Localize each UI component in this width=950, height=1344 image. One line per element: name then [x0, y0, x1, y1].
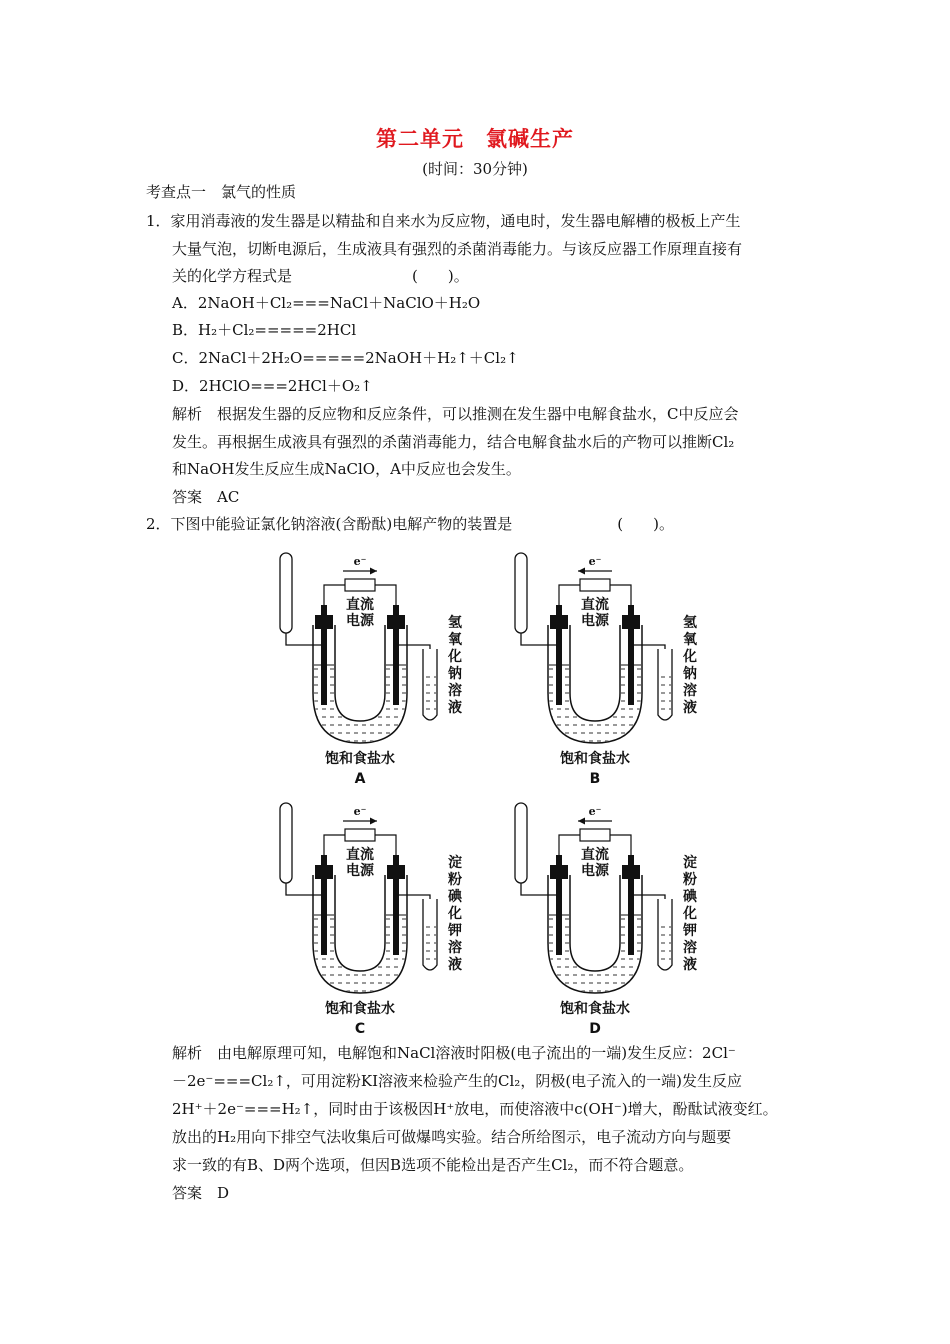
- test-tube-liquid: [659, 673, 671, 715]
- wire-left: [559, 585, 580, 607]
- wire-left: [559, 835, 580, 857]
- q1-stem-line1: 1．家用消毒液的发生器是以精盐和自来水为反应物，通电时，发生器电解槽的极板上产生: [146, 212, 741, 230]
- electrode-right: [628, 855, 634, 955]
- reagent-label-char: 钠: [683, 666, 697, 682]
- q2-analysis-line2: －2e⁻===Cl₂↑，可用淀粉KI溶液来检验产生的Cl₂，阴极(电子流入的一端)发生反应: [172, 1072, 743, 1090]
- electron-label: e⁻: [353, 555, 367, 568]
- electron-label: e⁻: [353, 805, 367, 818]
- bottom-label: 饱和食盐水: [325, 1001, 395, 1017]
- reagent-label-char: 钾: [448, 923, 462, 939]
- apparatus-panel-c: [280, 803, 463, 1035]
- reagent-label-char: 化: [683, 906, 697, 922]
- reagent-label-char: 氧: [683, 632, 697, 648]
- q1-analysis-line2: 发生。再根据生成液具有强烈的杀菌消毒能力，结合电解食盐水后的产物可以推断Cl₂: [172, 433, 735, 451]
- power-label-2: 电源: [346, 613, 374, 629]
- power-label-1: 直流: [346, 847, 374, 863]
- bottom-label: 饱和食盐水: [560, 751, 630, 767]
- salt-water-liquid: [549, 665, 641, 742]
- delivery-tube-left: [286, 883, 325, 895]
- power-label-1: 直流: [581, 847, 609, 863]
- power-supply-box: [345, 829, 375, 841]
- reagent-label-char: 钠: [448, 666, 462, 682]
- gas-collection-tube: [515, 803, 527, 883]
- q1-option-b: B．H₂＋Cl₂=====2HCl: [172, 321, 357, 339]
- reagent-label-char: 溶: [448, 683, 462, 699]
- test-tube-liquid: [424, 673, 436, 715]
- power-label-2: 电源: [346, 863, 374, 879]
- panel-letter: A: [354, 771, 366, 787]
- salt-water-liquid: [314, 915, 406, 992]
- electrode-left: [321, 855, 327, 955]
- reagent-label-char: 溶: [448, 940, 462, 956]
- bottom-label: 饱和食盐水: [560, 1001, 630, 1017]
- power-supply-box: [345, 579, 375, 591]
- panel-letter: D: [589, 1021, 601, 1035]
- q2-analysis-line3: 2H⁺＋2e⁻===H₂↑，同时由于该极因H⁺放电，而使溶液中c(OH⁻)增大，酚酞试液变红。: [172, 1100, 778, 1118]
- q1-analysis-line3: 和NaOH发生反应生成NaClO，A中反应也会发生。: [172, 460, 521, 478]
- q1-stem-line2: 大量气泡，切断电源后，生成液具有强烈的杀菌消毒能力。与该反应器工作原理直接有: [172, 240, 743, 258]
- q1-answer: 答案 AC: [172, 488, 240, 506]
- reagent-label-char: 液: [448, 700, 462, 716]
- wire-left: [324, 835, 345, 857]
- delivery-tube-left: [286, 633, 325, 645]
- electrode-right: [628, 605, 634, 705]
- reagent-label-char: 化: [683, 649, 697, 665]
- reagent-label-char: 化: [448, 906, 462, 922]
- reagent-label-char: 淀: [683, 855, 697, 871]
- power-label-2: 电源: [581, 863, 609, 879]
- reagent-label-char: 溶: [683, 683, 697, 699]
- u-tube-inner: [335, 625, 385, 721]
- delivery-tube-left: [521, 883, 560, 895]
- q2-answer: 答案 D: [172, 1184, 230, 1202]
- reagent-label-char: 液: [448, 957, 462, 973]
- bottom-label: 饱和食盐水: [325, 751, 395, 767]
- salt-water-liquid: [314, 665, 406, 742]
- q1-analysis-line1: 解析 根据发生器的反应物和反应条件，可以推测在发生器中电解食盐水，C中反应会: [172, 405, 739, 423]
- electrode-right: [393, 605, 399, 705]
- gas-collection-tube: [280, 553, 292, 633]
- q1-option-c: C．2NaCl＋2H₂O=====2NaOH＋H₂↑＋Cl₂↑: [172, 349, 519, 367]
- electrode-left: [556, 855, 562, 955]
- electrolysis-figure: [265, 545, 705, 1035]
- u-tube-inner: [570, 875, 620, 971]
- wire-right: [610, 585, 631, 607]
- q1-option-a: A．2NaOH＋Cl₂===NaCl＋NaClO＋H₂O: [172, 294, 481, 312]
- power-supply-box: [580, 829, 610, 841]
- gas-collection-tube: [280, 803, 292, 883]
- u-tube-inner: [570, 625, 620, 721]
- power-label-1: 直流: [581, 597, 609, 613]
- reagent-label-char: 钾: [683, 923, 697, 939]
- reagent-label-char: 氧: [448, 632, 462, 648]
- q2-analysis-line4: 放出的H₂用向下排空气法收集后可做爆鸣实验。结合所给图示，电子流动方向与题要: [172, 1128, 732, 1146]
- q1-stem-line3: 关的化学方程式是 ( )。: [172, 267, 469, 285]
- page-title: 第二单元 氯碱生产: [376, 127, 574, 151]
- panel-letter: B: [589, 771, 601, 787]
- power-label-2: 电源: [581, 613, 609, 629]
- reagent-label-char: 碘: [448, 889, 462, 905]
- q2-analysis-line5: 求一致的有B、D两个选项，但因B选项不能检出是否产生Cl₂，而不符合题意。: [172, 1156, 694, 1174]
- reagent-label-char: 碘: [683, 889, 697, 905]
- wire-right: [375, 585, 396, 607]
- reagent-label-char: 溶: [683, 940, 697, 956]
- q2-analysis-line1: 解析 由电解原理可知，电解饱和NaCl溶液时阳极(电子流出的一端)发生反应：2Cl⁻: [172, 1044, 736, 1062]
- q1-option-d: D．2HClO===2HCl＋O₂↑: [172, 377, 373, 395]
- u-tube-inner: [335, 875, 385, 971]
- reagent-label-char: 氢: [683, 615, 697, 631]
- reagent-label-char: 氢: [448, 615, 462, 631]
- reagent-label-char: 淀: [448, 855, 462, 871]
- q2-stem: 2．下图中能验证氯化钠溶液(含酚酞)电解产物的装置是 ( )。: [146, 515, 674, 533]
- electron-label: e⁻: [588, 555, 602, 568]
- apparatus-panel-b: [515, 553, 698, 787]
- reagent-label-char: 化: [448, 649, 462, 665]
- electrode-right: [393, 855, 399, 955]
- panel-letter: C: [354, 1021, 366, 1035]
- reagent-label-char: 粉: [448, 872, 462, 888]
- wire-right: [375, 835, 396, 857]
- electron-label: e⁻: [588, 805, 602, 818]
- time-limit: (时间：30分钟): [422, 160, 528, 178]
- reagent-label-char: 粉: [683, 872, 697, 888]
- power-supply-box: [580, 579, 610, 591]
- delivery-tube-left: [521, 633, 560, 645]
- test-tube-liquid: [659, 923, 671, 965]
- wire-right: [610, 835, 631, 857]
- power-label-1: 直流: [346, 597, 374, 613]
- wire-left: [324, 585, 345, 607]
- electrode-left: [556, 605, 562, 705]
- section-heading: 考查点一 氯气的性质: [146, 183, 297, 201]
- salt-water-liquid: [549, 915, 641, 992]
- test-tube-liquid: [424, 923, 436, 965]
- electrode-left: [321, 605, 327, 705]
- gas-collection-tube: [515, 553, 527, 633]
- reagent-label-char: 液: [683, 700, 697, 716]
- apparatus-panel-d: [515, 803, 698, 1035]
- reagent-label-char: 液: [683, 957, 697, 973]
- apparatus-panel-a: [280, 553, 463, 787]
